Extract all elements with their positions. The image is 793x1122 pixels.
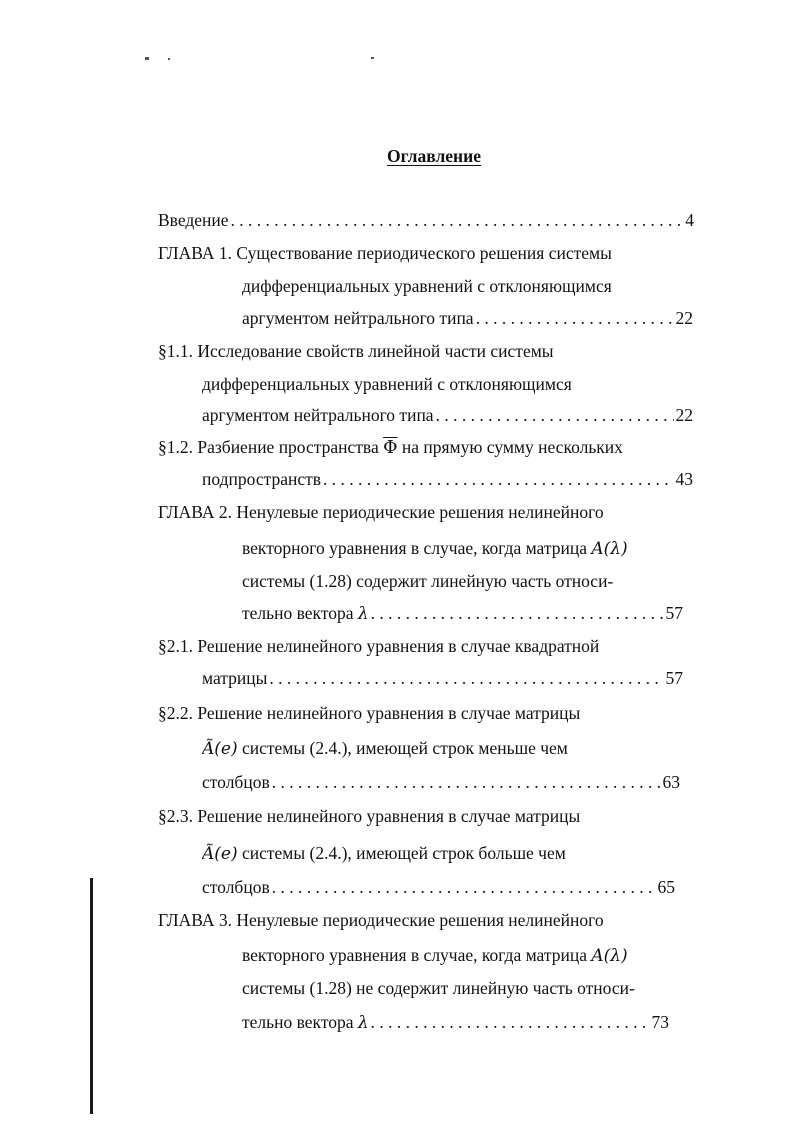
toc-entry-title-cont: на прямую сумму нескольких [401, 437, 623, 457]
toc-entry-section-2-3-last [202, 876, 675, 898]
toc-page-number: 73 [651, 1012, 669, 1032]
toc-entry-chapter-1: ГЛАВА 1. Существование периодического решения системы [158, 243, 612, 263]
toc-entry-section-1-1: §1.1. Исследование свойств линейной части системы [158, 341, 554, 361]
scan-speck [145, 57, 149, 60]
toc-page-number: 65 [657, 877, 675, 897]
toc-page-number: 4 [685, 210, 694, 230]
toc-entry-title: системы (2.4.), имеющей строк больше чем [241, 843, 566, 863]
toc-entry-section-1-1-last [202, 404, 693, 426]
toc-entry-section-2-2: §2.2. Решение нелинейного уравнения в случае матрицы [158, 703, 581, 723]
toc-leader-dots [272, 771, 661, 793]
toc-leader-dots [272, 876, 656, 898]
toc-page-number: 22 [675, 308, 693, 328]
toc-page-number: 22 [675, 405, 693, 425]
toc-entry-title-text: тельно вектора [242, 603, 354, 623]
toc-entry-title [242, 1011, 369, 1033]
toc-leader-dots [269, 667, 663, 689]
toc-entry-section-2-1: §2.1. Решение нелинейного уравнения в случае квадратной [158, 636, 600, 656]
lambda-symbol: λ [357, 1013, 369, 1033]
toc-entry-chapter-3-cont: системы (1.28) не содержит линейную часть относи- [242, 978, 635, 998]
toc-entry-title: подпространств [202, 469, 322, 489]
toc-page-number: 63 [662, 772, 680, 792]
lambda-symbol: λ [357, 604, 369, 624]
toc-leader-dots [371, 602, 664, 624]
scan-edge-line [90, 878, 93, 1114]
toc-entry-title: системы (2.4.), имеющей строк меньше чем [241, 738, 568, 758]
phi-symbol: $\overline{\Phi}$ [383, 438, 398, 458]
toc-entry-section-1-1-cont: дифференциальных уравнений с отклоняющимся [202, 374, 572, 394]
toc-leader-dots [476, 307, 674, 329]
toc-leader-dots [231, 209, 684, 231]
toc-entry-chapter-3-last [242, 1011, 669, 1033]
toc-entry-title: §1.2. Разбиение пространства [158, 437, 379, 457]
toc-page-number: 43 [675, 469, 693, 489]
toc-entry-section-2-3: §2.3. Решение нелинейного уравнения в случае матрицы [158, 806, 581, 826]
toc-entry-chapter-3-cont [242, 944, 628, 966]
toc-page-number: 57 [665, 603, 683, 623]
toc-entry-chapter-2: ГЛАВА 2. Ненулевые периодические решения нелинейного [158, 502, 604, 522]
toc-entry-section-2-2-last [202, 771, 680, 793]
toc-entry-title: аргументом нейтрального типа [202, 405, 434, 425]
toc-entry-title: столбцов [202, 772, 270, 792]
toc-leader-dots [436, 404, 674, 426]
toc-entry-chapter-2-last [242, 602, 683, 624]
matrix-a-e: Ã(e) [202, 739, 238, 759]
toc-entry-chapter-1-last [242, 307, 693, 329]
toc-entry-chapter-1-cont: дифференциальных уравнений с отклоняющимся [242, 276, 612, 296]
toc-entry-title: Введение [158, 210, 229, 230]
toc-entry-title [242, 602, 369, 624]
toc-leader-dots [323, 468, 673, 490]
toc-entry-section-2-3-cont [202, 842, 566, 864]
toc-entry-chapter-2-cont [242, 537, 628, 559]
toc-entry-section-2-2-cont [202, 737, 568, 759]
toc-leader-dots [371, 1011, 650, 1033]
scan-speck [371, 57, 374, 59]
toc-entry-intro [158, 209, 694, 231]
toc-entry-title-text: тельно вектора [242, 1012, 354, 1032]
matrix-a-lambda: A(λ) [591, 946, 628, 966]
toc-entry-section-2-1-last [202, 667, 683, 689]
toc-entry-chapter-2-cont: системы (1.28) содержит линейную часть относи- [242, 571, 614, 591]
page-title: Оглавление [387, 146, 481, 166]
toc-entry-title: столбцов [202, 877, 270, 897]
matrix-a-e: Ã(e) [202, 844, 238, 864]
toc-entry-title: матрицы [202, 668, 268, 688]
toc-page-number: 57 [665, 668, 683, 688]
scan-speck [168, 58, 170, 60]
toc-entry-chapter-3: ГЛАВА 3. Ненулевые периодические решения нелинейного [158, 910, 604, 930]
toc-entry-section-1-2-last [202, 468, 693, 490]
matrix-a-lambda: A(λ) [591, 539, 628, 559]
toc-entry-title: векторного уравнения в случае, когда матрица [242, 538, 587, 558]
toc-entry-section-1-2 [158, 436, 623, 458]
toc-entry-title: векторного уравнения в случае, когда матрица [242, 945, 587, 965]
toc-entry-title: аргументом нейтрального типа [242, 308, 474, 328]
